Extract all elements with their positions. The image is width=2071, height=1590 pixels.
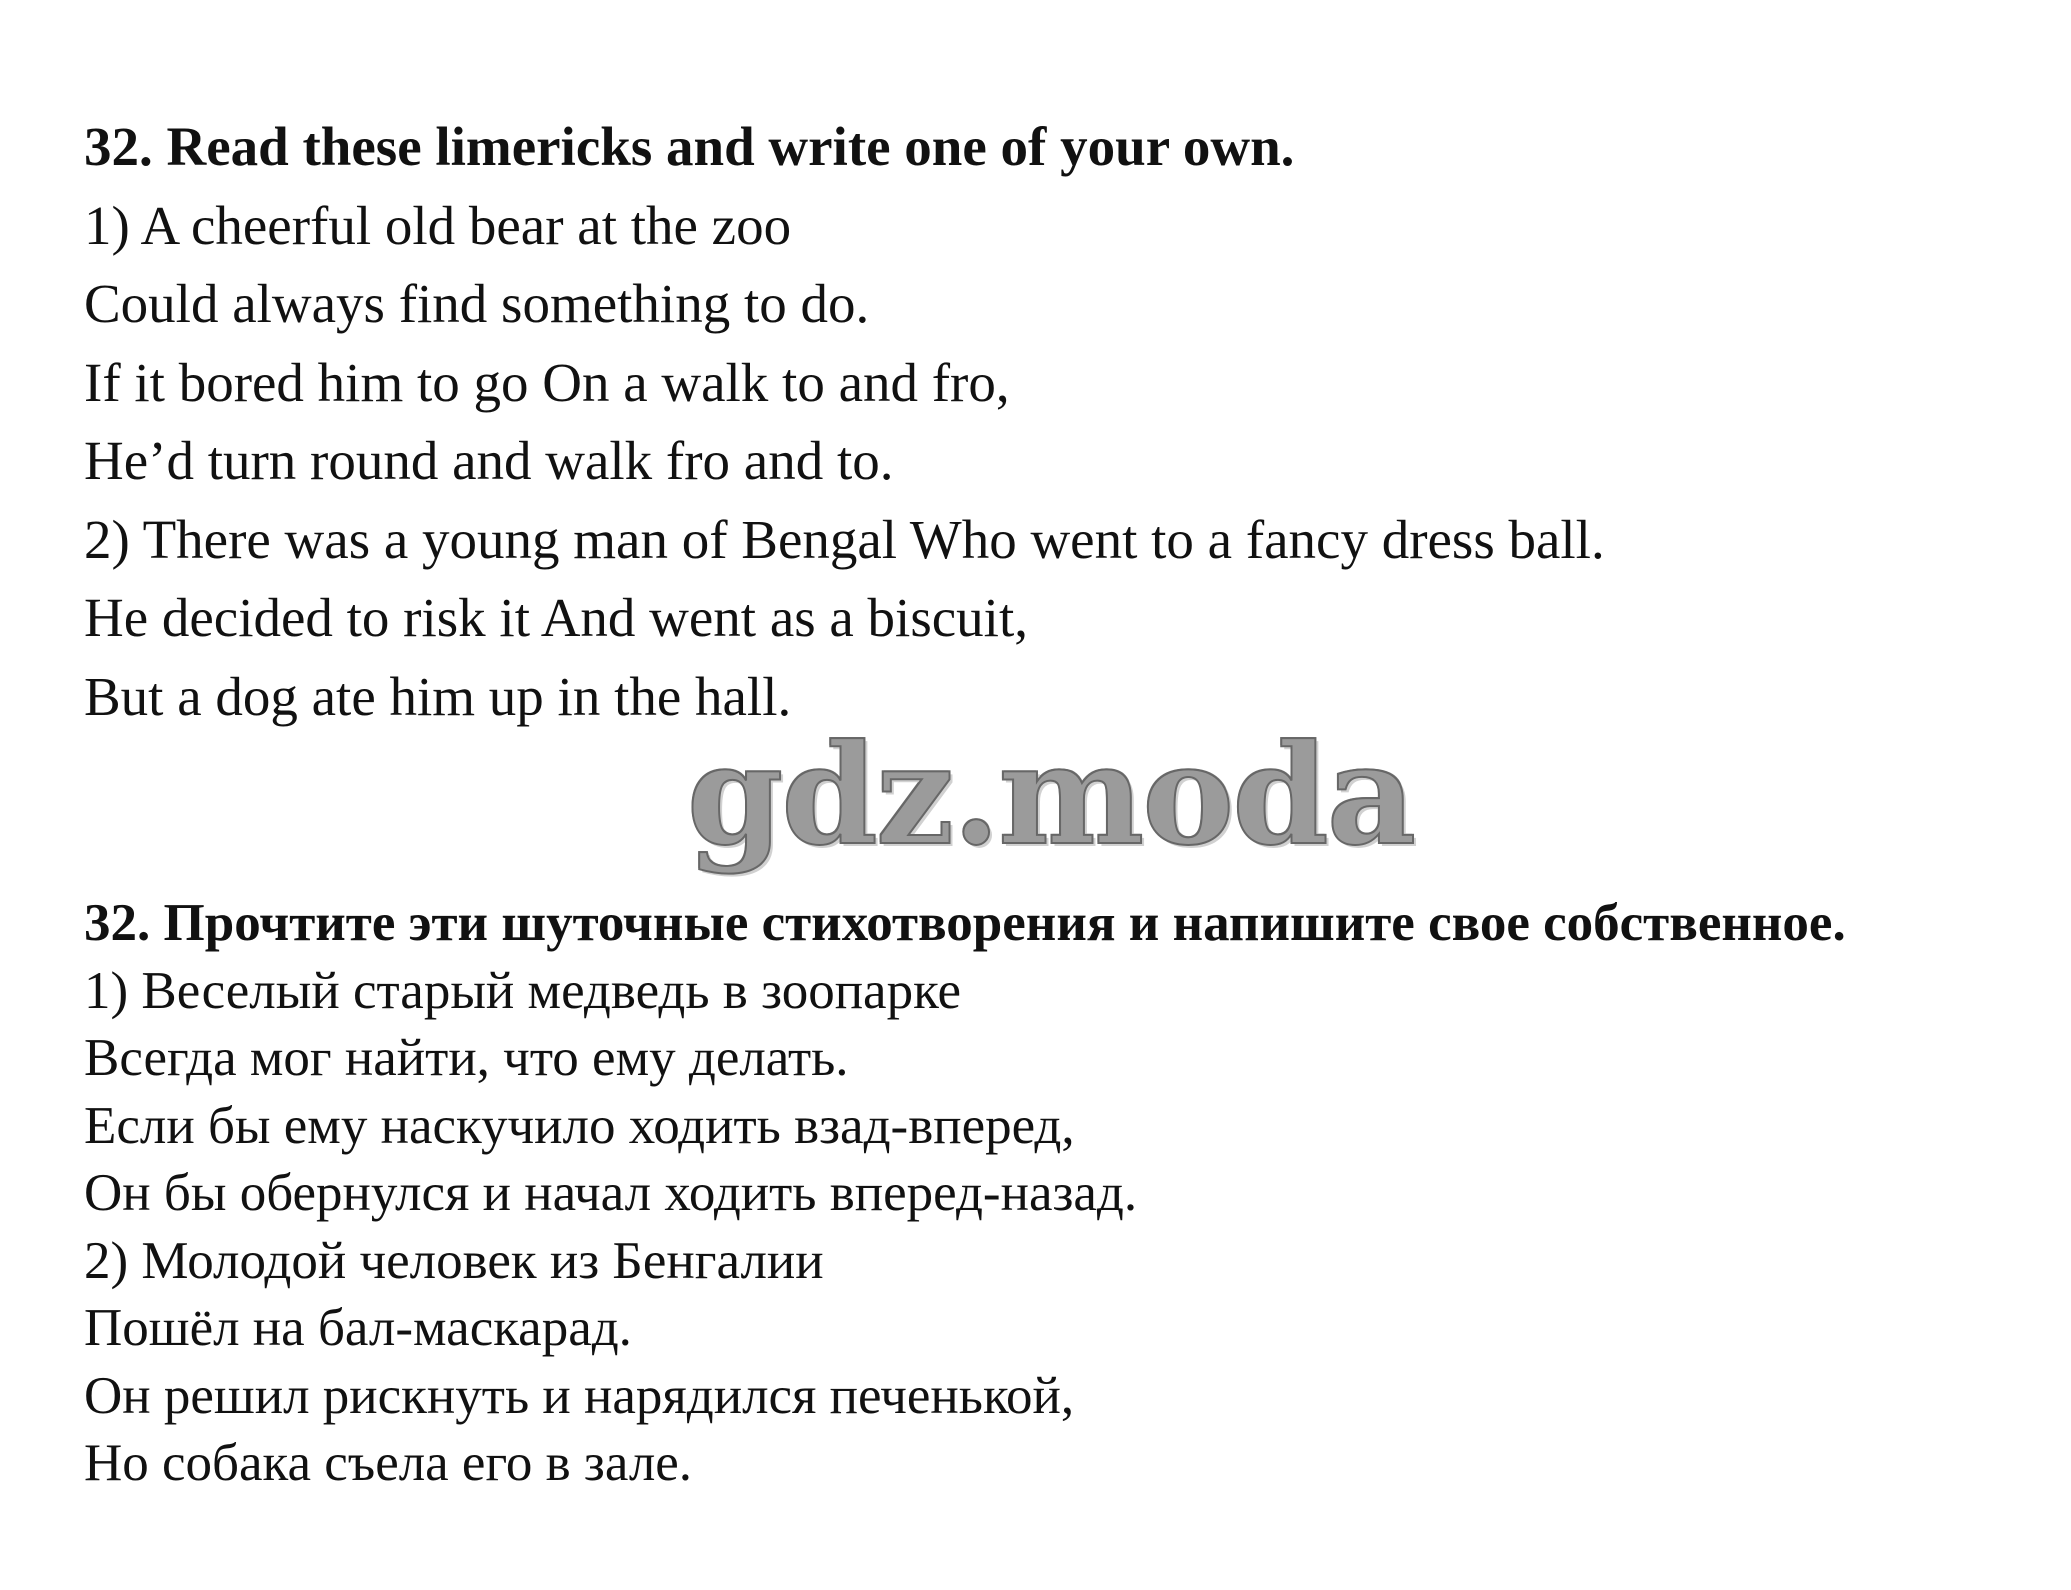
russian-line: Но собака съела его в зале. [84, 1434, 693, 1492]
russian-section [84, 890, 1846, 1498]
english-section [84, 108, 1605, 736]
watermark-text: gdz.moda [686, 713, 1415, 876]
russian-line: Пошёл на бал-маскарад. [84, 1299, 632, 1357]
english-line: 1) A cheerful old bear at the zoo [84, 194, 792, 256]
english-line: If it bored him to go On a walk to and fro, [84, 351, 1010, 413]
english-line: Could always find something to do. [84, 273, 870, 334]
english-line: But a dog ate him up in the hall. [84, 665, 792, 727]
russian-line: Если бы ему наскучило ходить взад-вперед, [84, 1096, 1075, 1155]
english-line: He’d turn round and walk fro and to. [84, 430, 894, 491]
english-line: He decided to risk it And went as a biscuit, [84, 587, 1028, 648]
english-line: 2) There was a young man of Bengal Who went to a fancy dress ball. [84, 508, 1605, 570]
english-heading: 32. Read these limericks and write one of your own. [84, 116, 1295, 177]
russian-line: Он решил рискнуть и нарядился печенькой, [84, 1366, 1075, 1425]
russian-line: 2) Молодой человек из Бенгалии [84, 1231, 824, 1290]
russian-line: Всегда мог найти, что ему делать. [84, 1029, 849, 1087]
russian-heading: 32. Прочтите эти шуточные стихотворения и напишите свое собственное. [84, 894, 1846, 952]
russian-line: Он бы обернулся и начал ходить вперед-назад. [84, 1164, 1138, 1222]
russian-line: 1) Веселый старый медведь в зоопарке [84, 961, 962, 1020]
watermark [0, 713, 2071, 876]
